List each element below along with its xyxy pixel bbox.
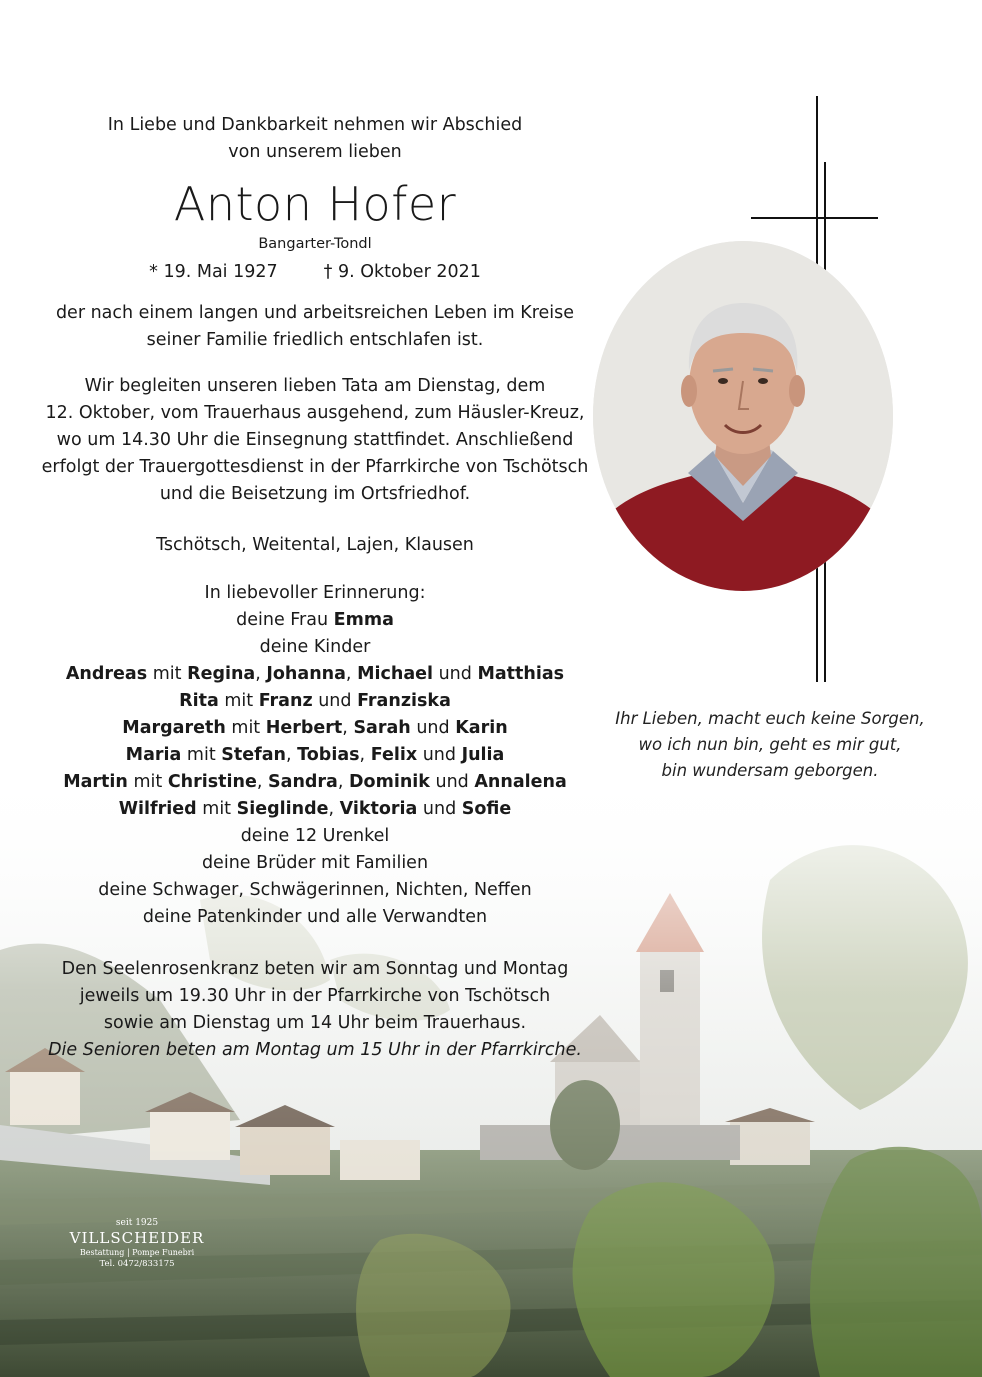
child-line: Wilfried mit Sieglinde, Viktoria und Sofie bbox=[118, 799, 512, 819]
child-line: Margareth mit Herbert, Sarah und Karin bbox=[122, 718, 508, 738]
child-line: Maria mit Stefan, Tobias, Felix und Julia bbox=[125, 745, 505, 765]
child-line: Martin mit Christine, Sandra, Dominik und Annalena bbox=[63, 772, 567, 792]
quote-line: bin wundersam geborgen. bbox=[661, 761, 879, 780]
house-name: Bangarter-Tondl bbox=[258, 236, 372, 252]
children-heading: deine Kinder bbox=[259, 637, 371, 657]
birth-date: * 19. Mai 1927 bbox=[149, 262, 278, 282]
intro-line: von unserem lieben bbox=[228, 142, 402, 162]
wife-line bbox=[40, 607, 590, 634]
mourners-heading: In liebevoller Erinnerung: bbox=[204, 583, 426, 603]
portrait-photo bbox=[593, 241, 893, 591]
child-line: Andreas mit Regina, Johanna, Michael und Matthias bbox=[65, 664, 565, 684]
rosary-paragraph bbox=[40, 956, 590, 1064]
text-line: und die Beisetzung im Ortsfriedhof. bbox=[159, 484, 471, 504]
farewell-quote bbox=[600, 706, 940, 784]
death-date: † 9. Oktober 2021 bbox=[323, 262, 481, 282]
text-line: seiner Familie friedlich entschlafen ist. bbox=[146, 330, 484, 350]
deceased-name: Anton Hofer bbox=[173, 177, 457, 231]
seniors-note: Die Senioren beten am Montag um 15 Uhr in der Pfarrkirche. bbox=[48, 1040, 582, 1060]
text-line: 12. Oktober, vom Trauerhaus ausgehend, zum Häusler-Kreuz, bbox=[45, 403, 585, 423]
logo-subtitle: Bestattung | Pompe Funebri bbox=[79, 1248, 195, 1257]
life-dates bbox=[40, 262, 590, 282]
intro-text bbox=[40, 112, 590, 166]
text-line: wo um 14.30 Uhr die Einsegnung stattfindet. Anschließend bbox=[56, 430, 574, 450]
wife-name: Emma bbox=[333, 610, 394, 630]
text-line: Wir begleiten unseren lieben Tata am Dienstag, dem bbox=[84, 376, 546, 396]
cross-horizontal-bar bbox=[751, 217, 878, 219]
relatives-line: deine Brüder mit Familien bbox=[201, 853, 429, 873]
places bbox=[40, 532, 590, 559]
places-line: Tschötsch, Weitental, Lajen, Klausen bbox=[156, 535, 474, 555]
mourners-list bbox=[40, 580, 590, 931]
portrait-illustration bbox=[593, 241, 893, 591]
quote-line: wo ich nun bin, geht es mir gut, bbox=[638, 735, 902, 754]
logo-since: seit 1925 bbox=[115, 1218, 159, 1228]
relatives-line: deine Patenkinder und alle Verwandten bbox=[142, 907, 488, 927]
logo-phone: Tel. 0472/833175 bbox=[99, 1259, 175, 1269]
relatives-line: deine 12 Urenkel bbox=[240, 826, 390, 846]
wife-prefix: deine Frau bbox=[236, 610, 329, 630]
text-line: Den Seelenrosenkranz beten wir am Sonntag und Montag bbox=[61, 959, 569, 979]
child-line: Rita mit Franz und Franziska bbox=[179, 691, 451, 711]
text-line: erfolgt der Trauergottesdienst in der Pfarrkirche von Tschötsch bbox=[41, 457, 589, 477]
intro-line: In Liebe und Dankbarkeit nehmen wir Abschied bbox=[107, 115, 523, 135]
undertaker-logo bbox=[62, 1218, 212, 1270]
quote-line: Ihr Lieben, macht euch keine Sorgen, bbox=[615, 709, 925, 728]
text-line: der nach einem langen und arbeitsreichen Leben im Kreise bbox=[55, 303, 575, 323]
text-line: sowie am Dienstag um 14 Uhr beim Trauerhaus. bbox=[103, 1013, 527, 1033]
relatives-line: deine Schwager, Schwägerinnen, Nichten, Neffen bbox=[98, 880, 532, 900]
logo-brand: VILLSCHEIDER bbox=[69, 1229, 205, 1247]
passing-paragraph bbox=[40, 300, 590, 354]
text-line: jeweils um 19.30 Uhr in der Pfarrkirche von Tschötsch bbox=[79, 986, 551, 1006]
funeral-paragraph bbox=[40, 373, 590, 508]
